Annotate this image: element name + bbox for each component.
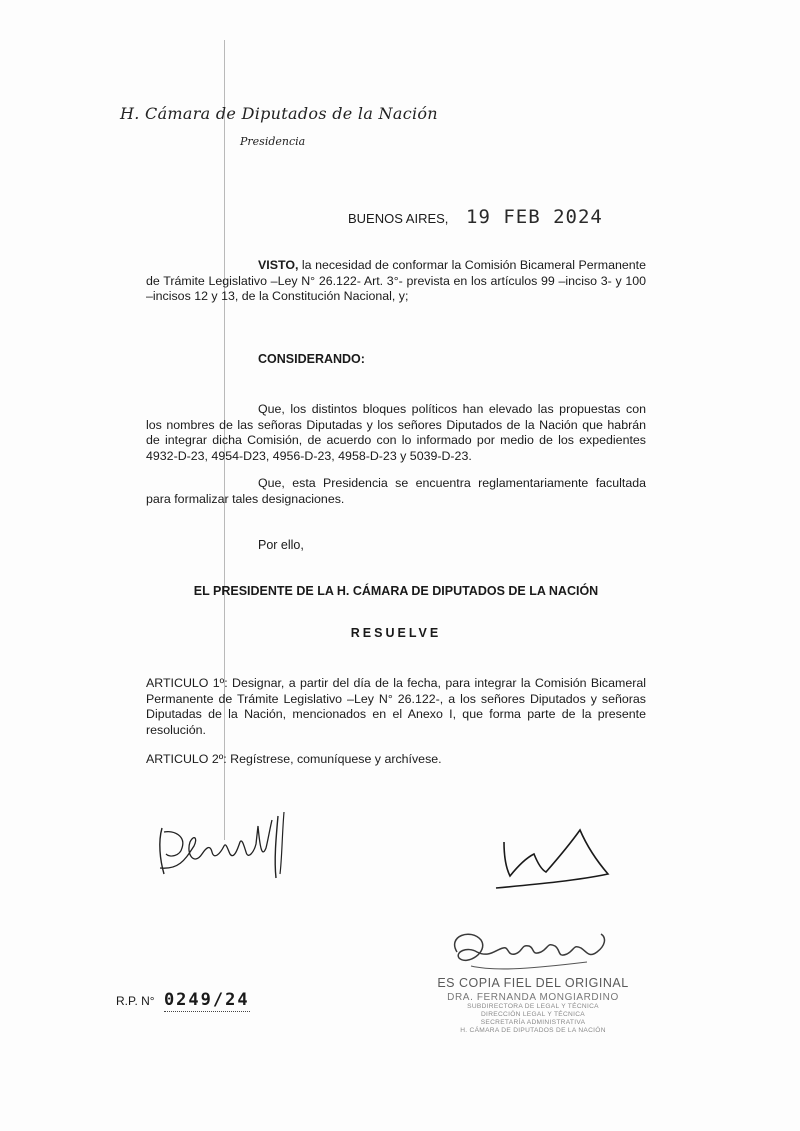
article-2: ARTICULO 2º: Regístrese, comuníquese y archívese. [146,752,442,766]
stamp-signer-name: DRA. FERNANDA MONGIARDINO [447,992,619,1003]
registry-value: 0249/24 [163,990,250,1010]
presidente-heading: EL PRESIDENTE DE LA H. CÁMARA DE DIPUTADOS DE LA NACIÓN [193,584,599,598]
city-label: BUENOS AIRES, [348,211,449,226]
stamp-direction: DIRECCIÓN LEGAL Y TÉCNICA [481,1011,585,1018]
date-stamp: 19 FEB 2024 [466,206,603,228]
visto-lead: VISTO, [258,258,299,272]
considerando-heading: CONSIDERANDO: [258,352,365,366]
visto-paragraph [146,258,646,305]
paragraph-text: Que, los distintos bloques políticos han elevado las propuestas con los nombres de las señoras Diputadas y los señores Diputados de la Nación que habrán de integrar dicha Comisión, de acuerdo con lo informado por medio de los expedientes 4932-D-23, 4954-D23, 4956-D-23, 4958-D-23 y 5039-D-23. [146,402,646,463]
place-date [348,206,603,228]
certified-copy-stamp [418,976,648,1035]
stamp-chamber: H. CÁMARA DE DIPUTADOS DE LA NACIÓN [460,1027,606,1034]
signature-left [150,808,300,882]
resuelve-heading: RESUELVE [350,626,442,640]
letterhead-institution: H. Cámara de Diputados de la Nación [120,104,438,123]
registry-number [116,990,250,1012]
article-1: ARTICULO 1º: Designar, a partir del día de la fecha, para integrar la Comisión Bicameral Permanente de Trámite Legislativo –Ley N° 26.122-, a los señores Diputados y señoras Diputadas de la Nación, mencionados en el Anexo I, que forma parte de la presente resolución. [146,676,646,737]
stamp-certified-copy: ES COPIA FIEL DEL ORIGINAL [437,976,629,990]
paragraph-text: Que, esta Presidencia se encuentra reglamentariamente facultada para formalizar tales designaciones. [146,476,646,506]
signature-certified-copy [437,922,617,982]
por-ello: Por ello, [258,538,304,552]
letterhead-office: Presidencia [240,135,306,148]
considerando-paragraph-1 [146,402,646,464]
stamp-signer-title: SUBDIRECTORA DE LEGAL Y TÉCNICA [467,1003,599,1010]
visto-text: la necesidad de conformar la Comisión Bicameral Permanente de Trámite Legislativo –Ley N° 26.122- Art. 3°- prevista en los artículos 99 –inciso 3- y 100 –incisos 12 y 13, de la Constitución Nacional, y; [146,258,646,303]
considerando-paragraph-2 [146,476,646,507]
signature-right [490,820,630,892]
registry-label: R.P. N° [116,994,155,1008]
stamp-secretariat: SECRETARÍA ADMINISTRATIVA [480,1019,586,1026]
